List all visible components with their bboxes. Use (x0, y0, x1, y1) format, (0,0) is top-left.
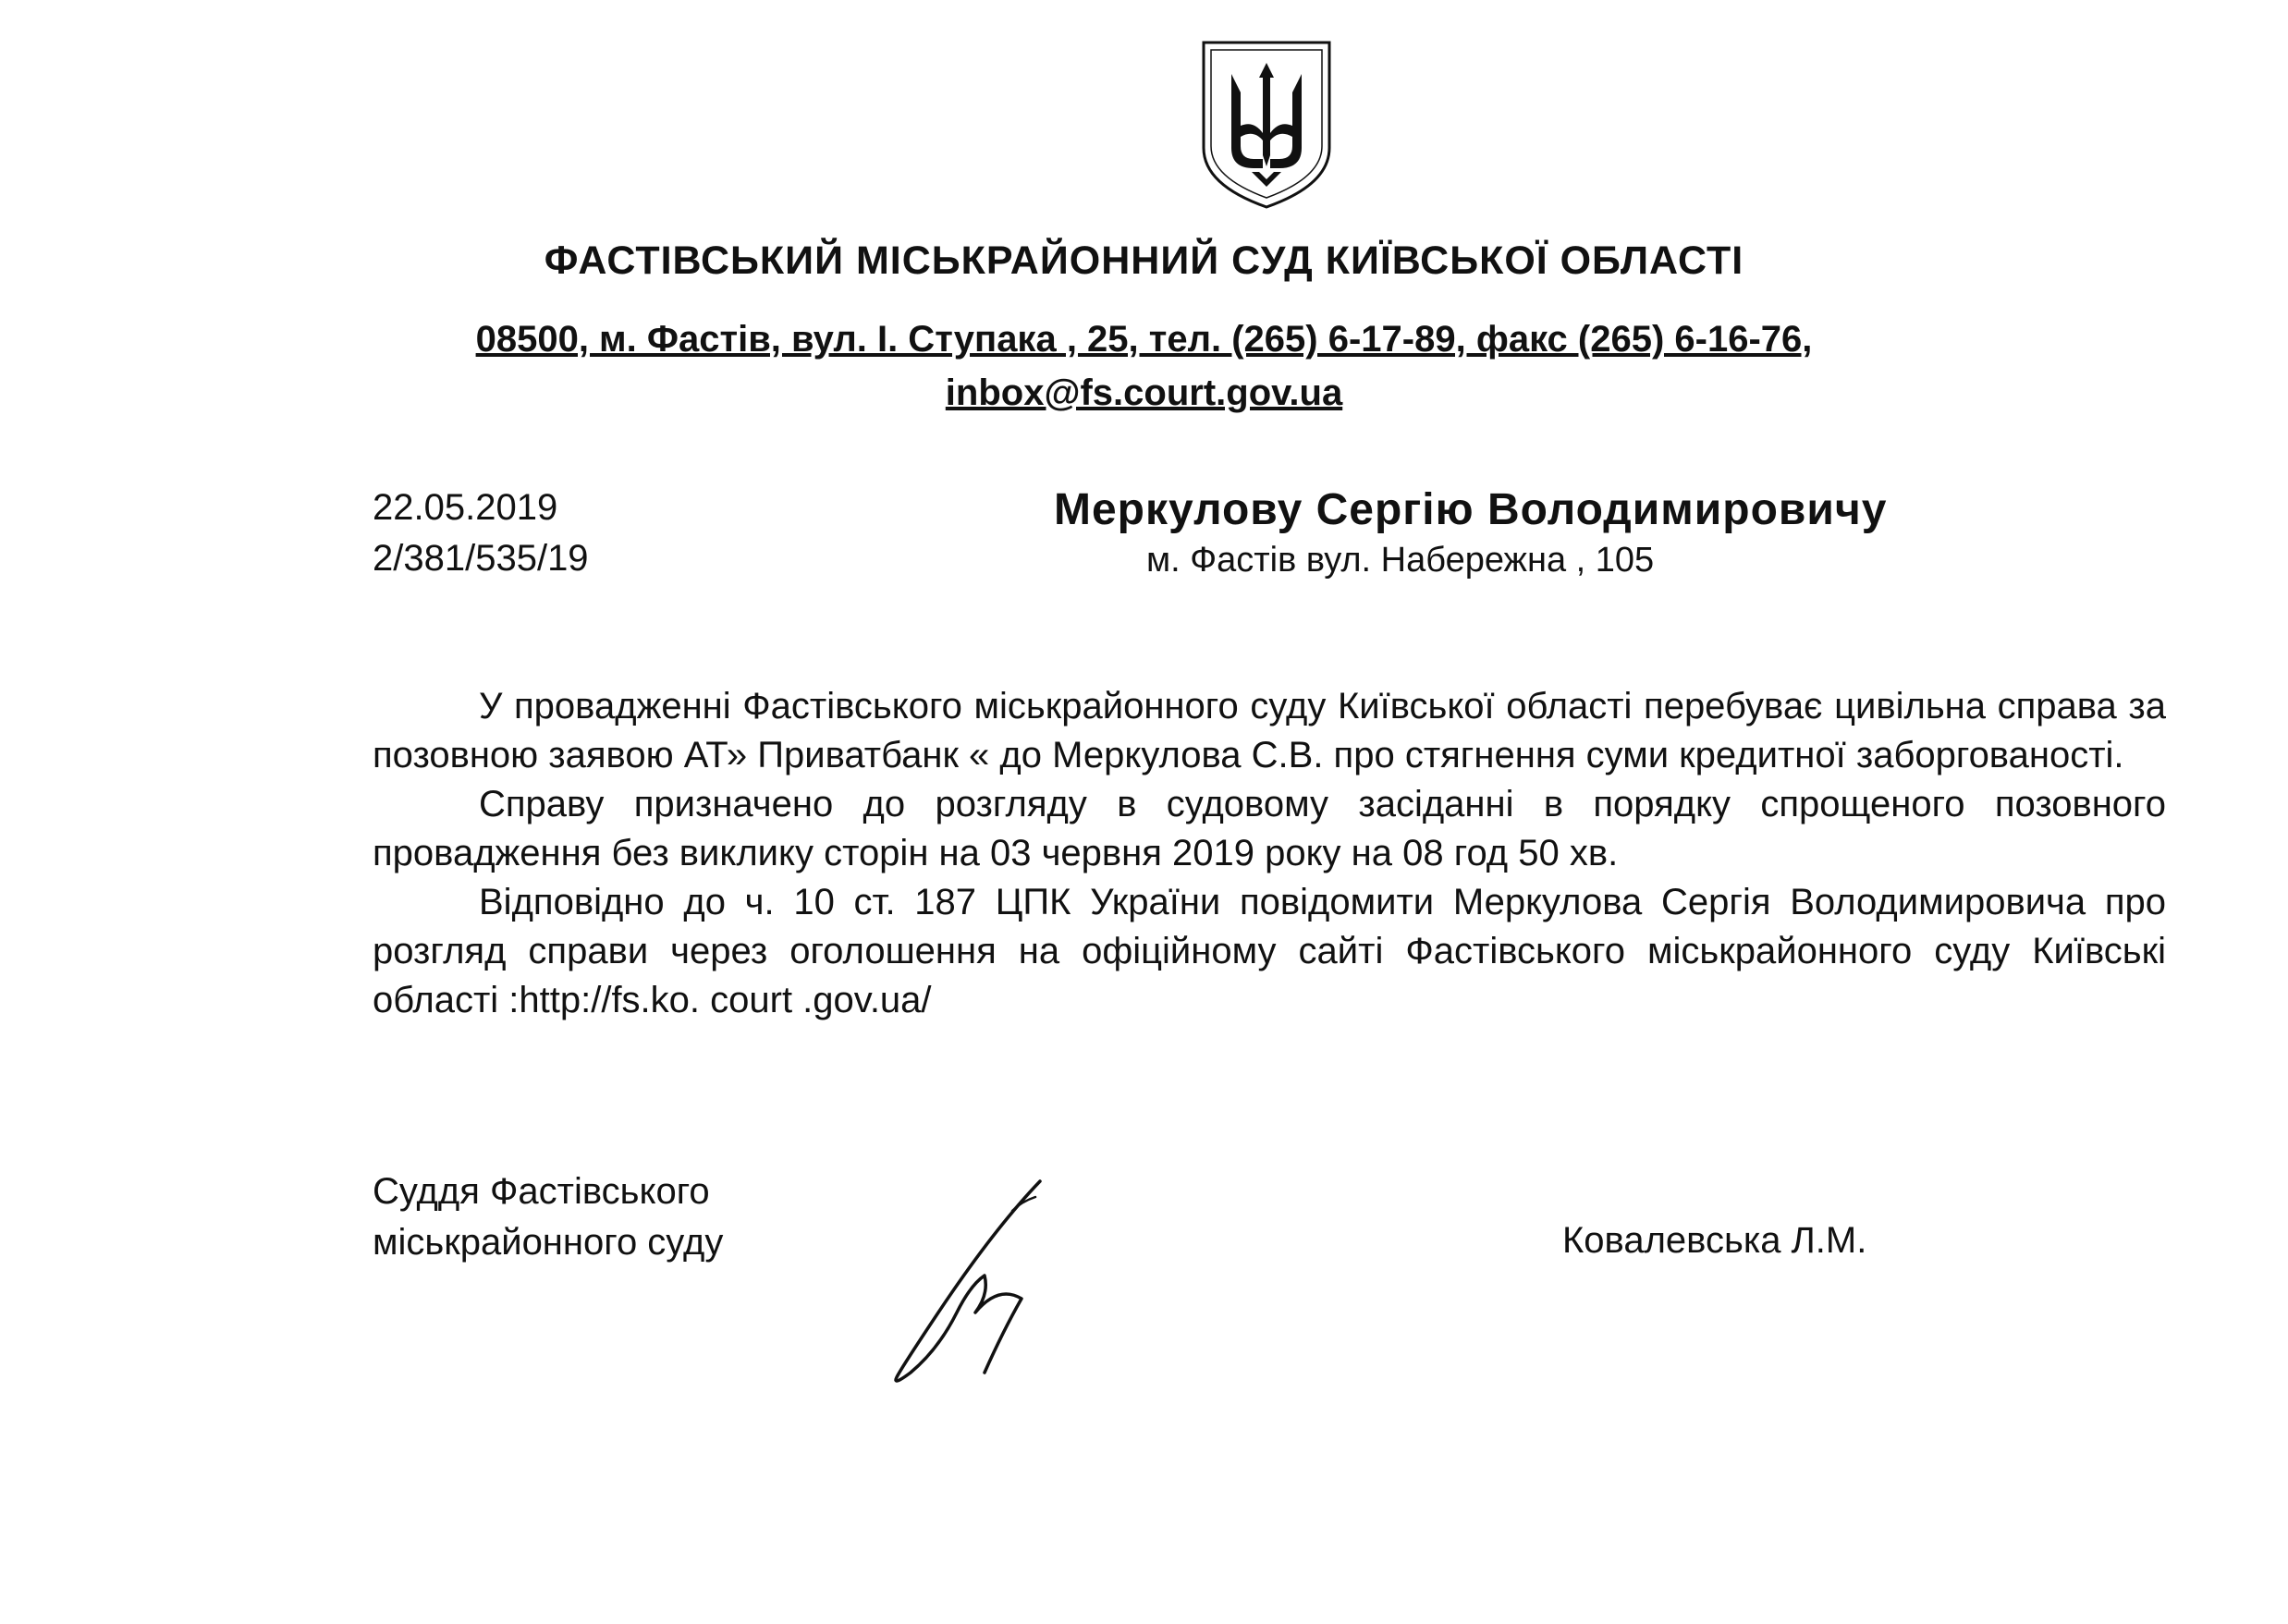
recipient-name: Меркулову Сергію Володимировичу (1054, 485, 1888, 534)
signer-position (373, 1166, 723, 1268)
court-name-heading: ФАСТІВСЬКИЙ МІСЬКРАЙОННИЙ СУД КИЇВСЬКОЇ ОБЛАСТІ (544, 238, 1744, 283)
signer-position-line: Суддя Фастівського (373, 1171, 710, 1212)
letter-date: 22.05.2019 (373, 487, 558, 528)
judge-name: Ковалевська Л.М. (1562, 1220, 1867, 1261)
body-paragraph: У провадженні Фастівського міськрайонного суду Київської області перебуває цивільна справа за позовною заявою АТ» Приватбанк « до Меркулова С.В. про стягнення суми кредитної заборгованості. (373, 686, 2166, 775)
recipient-address: м. Фастів вул. Набережна , 105 (1146, 541, 1655, 580)
body-paragraph: Справу призначено до розгляду в судовому засіданні в порядку спрощеного позовного провадження без виклику сторін на 03 червня 2019 року на 08 год 50 хв. (373, 784, 2166, 873)
signer-position-line: міськрайонного суду (373, 1222, 724, 1263)
letter-body (373, 682, 2166, 1025)
address-line: 08500, м. Фастів, вул. І. Ступака , 25, тел. (265) 6-17-89, факс (265) 6-16-76, (475, 319, 1813, 360)
outgoing-number: 2/381/535/19 (373, 538, 589, 579)
court-address (0, 312, 2288, 420)
body-paragraph: Відповідно до ч. 10 ст. 187 ЦПК України повідомити Меркулова Сергія Володимировича про розгляд справи через оголошення на офіційному сайті Фастівського міськрайонного суду Київські області :http://fs.ko. court .gov.ua/ (373, 882, 2166, 1020)
trident-emblem-icon (1198, 37, 1335, 213)
court-email: inbox@fs.court.gov.ua (945, 372, 1343, 413)
handwritten-signature-icon (883, 1174, 1068, 1386)
